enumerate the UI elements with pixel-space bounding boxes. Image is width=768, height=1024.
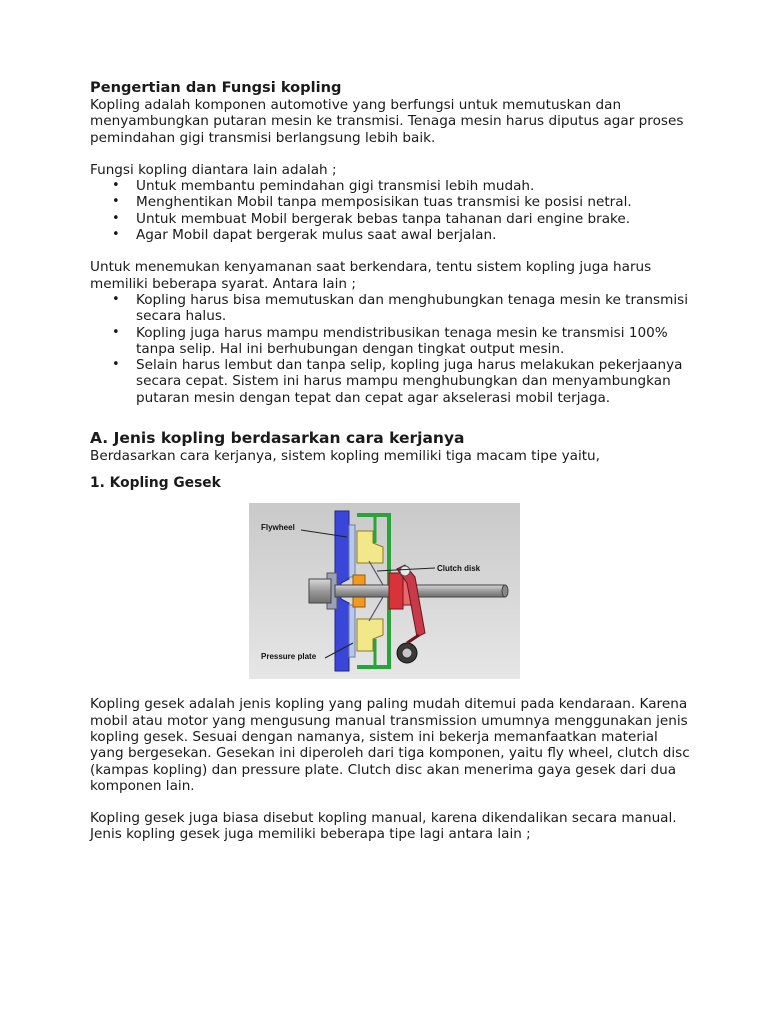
clutch-disk-lower — [349, 605, 355, 657]
subsection-title-kopling-gesek: 1. Kopling Gesek — [90, 475, 221, 492]
syarat-lead: Untuk menemukan kenyamanan saat berkendara, tentu sistem kopling juga harus memiliki beberapa syarat. Antara lain ; — [90, 259, 652, 292]
jenis-intro: Berdasarkan cara kerjanya, sistem kopling memiliki tiga macam tipe yaitu, — [90, 448, 600, 465]
crankshaft-end — [309, 579, 331, 603]
intro-paragraph: Kopling adalah komponen automotive yang berfungsi untuk memutuskan dan menyambungkan putaran mesin ke transmisi. Tenaga mesin harus diputus agar proses pemindahan gigi transmisi berlangsung lebih baik. — [90, 97, 684, 146]
kopling-gesek-paragraph-1: Kopling gesek adalah jenis kopling yang paling mudah ditemui pada kendaraan. Karena mobil atau motor yang mengusung manual transmission umumnya menggunakan jenis kopling gesek. Sesuai dengan namanya, sistem ini bekerja memanfaatkan material yang bergesekan. Gesekan ini diperoleh dari tiga komponen, yaitu fly wheel, clutch disc (kampas kopling) dan pressure plate. Clutch disc akan menerima gaya gesek dari dua komponen lain. — [90, 696, 690, 794]
fungsi-list — [90, 178, 690, 243]
syarat-item: • Kopling juga harus mampu mendistribusikan tenaga mesin ke transmisi 100% tanpa selip. Hal ini berhubungan dengan tingkat output mesin. — [136, 325, 690, 358]
section-title-jenis: A. Jenis kopling berdasarkan cara kerjanya — [90, 429, 465, 448]
clutch-diagram-figure — [249, 503, 520, 679]
label-clutch-disk: Clutch disk — [437, 564, 481, 574]
fungsi-item: • Agar Mobil dapat bergerak mulus saat awal berjalan. — [136, 227, 690, 243]
fungsi-lead: Fungsi kopling diantara lain adalah ; — [90, 161, 337, 178]
clutch-disk-upper — [349, 525, 355, 577]
input-shaft — [335, 585, 505, 597]
fungsi-item: • Menghentikan Mobil tanpa memposisikan tuas transmisi ke posisi netral. — [136, 194, 690, 210]
fork-pivot — [400, 566, 410, 576]
release-bearing — [389, 573, 403, 609]
label-pressure-plate: Pressure plate — [261, 652, 317, 662]
clutch-diagram — [249, 503, 520, 679]
document-page — [90, 78, 690, 843]
syarat-list — [90, 292, 690, 406]
section-title-pengertian: Pengertian dan Fungsi kopling — [90, 79, 342, 96]
syarat-item: • Selain harus lembut dan tanpa selip, kopling juga harus melakukan pekerjaanya secara cepat. Sistem ini harus mampu menghubungkan dan menyambungkan putaran mesin dengan tepat dan cepat agar akselerasi mobil terjaga. — [136, 357, 690, 406]
fungsi-item: • Untuk membuat Mobil bergerak bebas tanpa tahanan dari engine brake. — [136, 211, 690, 227]
syarat-item: • Kopling harus bisa memutuskan dan menghubungkan tenaga mesin ke transmisi secara halus. — [136, 292, 690, 325]
kopling-gesek-paragraph-2: Kopling gesek juga biasa disebut kopling manual, karena dikendalikan secara manual. Jenis kopling gesek juga memiliki beberapa tipe lagi antara lain ; — [90, 810, 677, 843]
fungsi-item: • Untuk membantu pemindahan gigi transmisi lebih mudah. — [136, 178, 690, 194]
label-flywheel: Flywheel — [261, 523, 295, 533]
